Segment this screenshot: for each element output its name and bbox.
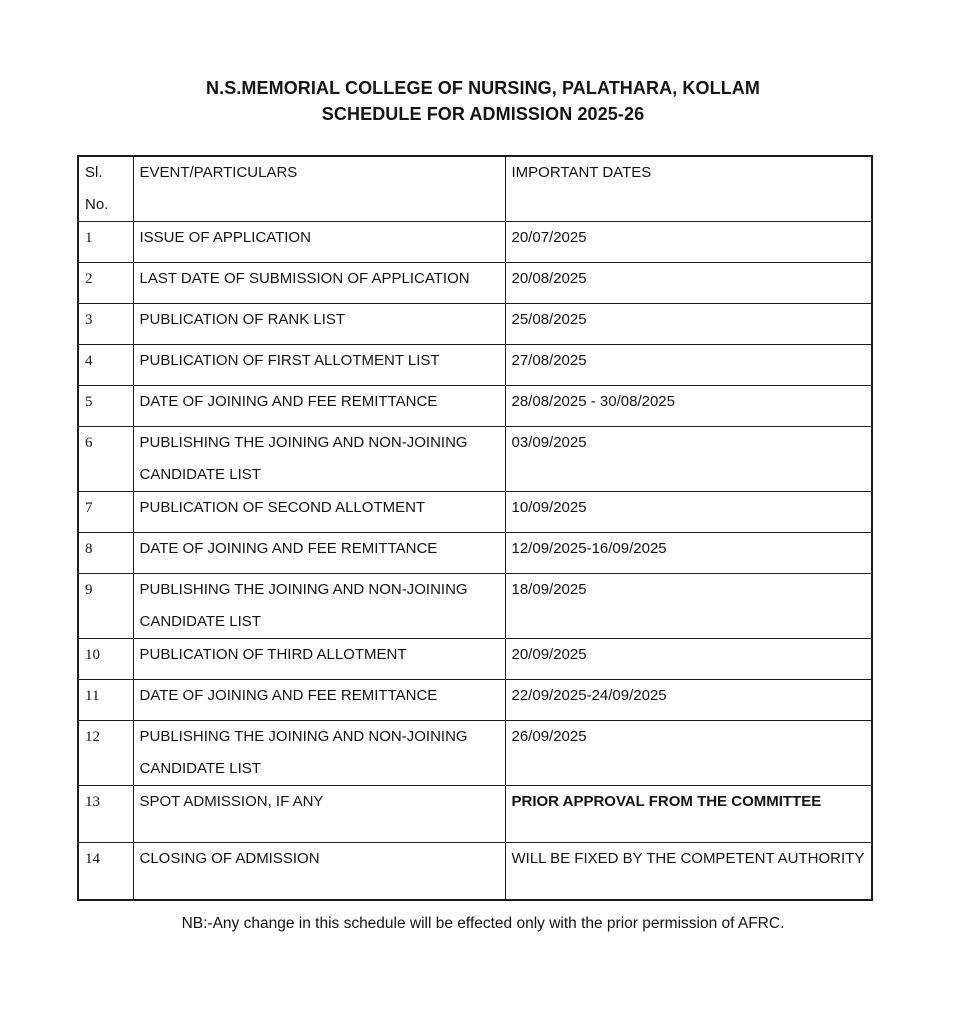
row-event: SPOT ADMISSION, IF ANY <box>133 786 505 843</box>
column-header-dates: IMPORTANT DATES <box>505 156 872 222</box>
column-header-sl-no: Sl. No. <box>78 156 133 222</box>
row-event: CLOSING OF ADMISSION <box>133 843 505 900</box>
row-date: 20/09/2025 <box>505 639 872 680</box>
row-number: 3 <box>78 304 133 345</box>
row-number: 12 <box>78 721 133 786</box>
table-row <box>78 639 872 680</box>
table-row <box>78 533 872 574</box>
table-row <box>78 345 872 386</box>
table-row <box>78 680 872 721</box>
table-header-row <box>78 156 872 222</box>
row-number: 5 <box>78 386 133 427</box>
row-event: PUBLISHING THE JOINING AND NON-JOINING CANDIDATE LIST <box>133 574 505 639</box>
row-date: 20/08/2025 <box>505 263 872 304</box>
row-number: 14 <box>78 843 133 900</box>
table-row <box>78 222 872 263</box>
page-subtitle: SCHEDULE FOR ADMISSION 2025-26 <box>321 104 645 124</box>
row-number: 7 <box>78 492 133 533</box>
row-number: 6 <box>78 427 133 492</box>
table-row <box>78 427 872 492</box>
row-date: 20/07/2025 <box>505 222 872 263</box>
table-row <box>78 843 872 900</box>
row-event: ISSUE OF APPLICATION <box>133 222 505 263</box>
row-event: PUBLICATION OF SECOND ALLOTMENT <box>133 492 505 533</box>
row-date: 12/09/2025-16/09/2025 <box>505 533 872 574</box>
footnote: NB:-Any change in this schedule will be effected only with the prior permission of AFRC. <box>181 915 785 932</box>
table-row <box>78 492 872 533</box>
row-event: PUBLISHING THE JOINING AND NON-JOINING CANDIDATE LIST <box>133 427 505 492</box>
row-number: 13 <box>78 786 133 843</box>
row-number: 11 <box>78 680 133 721</box>
row-date: 22/09/2025-24/09/2025 <box>505 680 872 721</box>
row-date: 03/09/2025 <box>505 427 872 492</box>
table-row <box>78 721 872 786</box>
column-header-event: EVENT/PARTICULARS <box>133 156 505 222</box>
row-number: 1 <box>78 222 133 263</box>
row-event: DATE OF JOINING AND FEE REMITTANCE <box>133 386 505 427</box>
admission-schedule-table <box>77 155 873 901</box>
row-number: 4 <box>78 345 133 386</box>
table-row <box>78 386 872 427</box>
table-row <box>78 574 872 639</box>
row-event: PUBLICATION OF RANK LIST <box>133 304 505 345</box>
row-event: DATE OF JOINING AND FEE REMITTANCE <box>133 680 505 721</box>
table-row <box>78 263 872 304</box>
row-number: 2 <box>78 263 133 304</box>
row-event: PUBLICATION OF THIRD ALLOTMENT <box>133 639 505 680</box>
row-date: 26/09/2025 <box>505 721 872 786</box>
row-date: 18/09/2025 <box>505 574 872 639</box>
row-event: PUBLICATION OF FIRST ALLOTMENT LIST <box>133 345 505 386</box>
row-date: 10/09/2025 <box>505 492 872 533</box>
table-row <box>78 786 872 843</box>
page-title: N.S.MEMORIAL COLLEGE OF NURSING, PALATHARA, KOLLAM <box>206 78 760 98</box>
row-number: 8 <box>78 533 133 574</box>
row-number: 9 <box>78 574 133 639</box>
row-date: 27/08/2025 <box>505 345 872 386</box>
row-event: DATE OF JOINING AND FEE REMITTANCE <box>133 533 505 574</box>
row-date: PRIOR APPROVAL FROM THE COMMITTEE <box>505 786 872 843</box>
row-event: PUBLISHING THE JOINING AND NON-JOINING CANDIDATE LIST <box>133 721 505 786</box>
row-date: 25/08/2025 <box>505 304 872 345</box>
row-number: 10 <box>78 639 133 680</box>
row-event: LAST DATE OF SUBMISSION OF APPLICATION <box>133 263 505 304</box>
row-date: WILL BE FIXED BY THE COMPETENT AUTHORITY <box>505 843 872 900</box>
row-date: 28/08/2025 - 30/08/2025 <box>505 386 872 427</box>
table-row <box>78 304 872 345</box>
